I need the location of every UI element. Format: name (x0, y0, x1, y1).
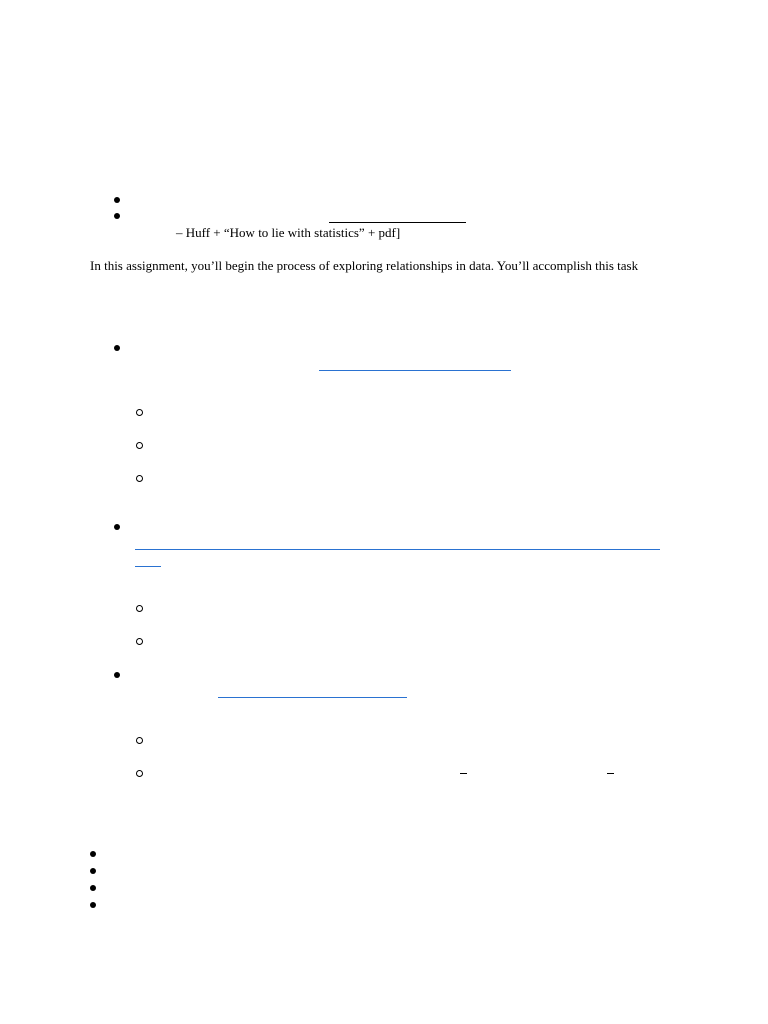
list-bullet (114, 672, 120, 678)
intro-paragraph: In this assignment, you’ll begin the process of exploring relationships in data. You’ll accomplish this task (90, 258, 639, 273)
underline-rule (329, 222, 466, 223)
list-bullet (90, 902, 96, 908)
list-bullet (90, 851, 96, 857)
link-underline[interactable] (319, 370, 511, 371)
list-bullet (90, 868, 96, 874)
sub-list-bullet (136, 475, 143, 482)
list-bullet (90, 885, 96, 891)
link-underline[interactable] (135, 549, 660, 550)
sub-list-bullet (136, 409, 143, 416)
sub-list-bullet (136, 770, 143, 777)
sub-list-bullet (136, 442, 143, 449)
sub-list-bullet (136, 638, 143, 645)
dash-mark (460, 773, 467, 774)
list-bullet (114, 524, 120, 530)
reference-line: – Huff + “How to lie with statistics” + pdf] (176, 225, 401, 240)
link-underline[interactable] (218, 697, 407, 698)
list-bullet (114, 345, 120, 351)
link-underline[interactable] (135, 566, 161, 567)
list-bullet (114, 213, 120, 219)
sub-list-bullet (136, 605, 143, 612)
list-bullet (114, 197, 120, 203)
sub-list-bullet (136, 737, 143, 744)
dash-mark (607, 773, 614, 774)
